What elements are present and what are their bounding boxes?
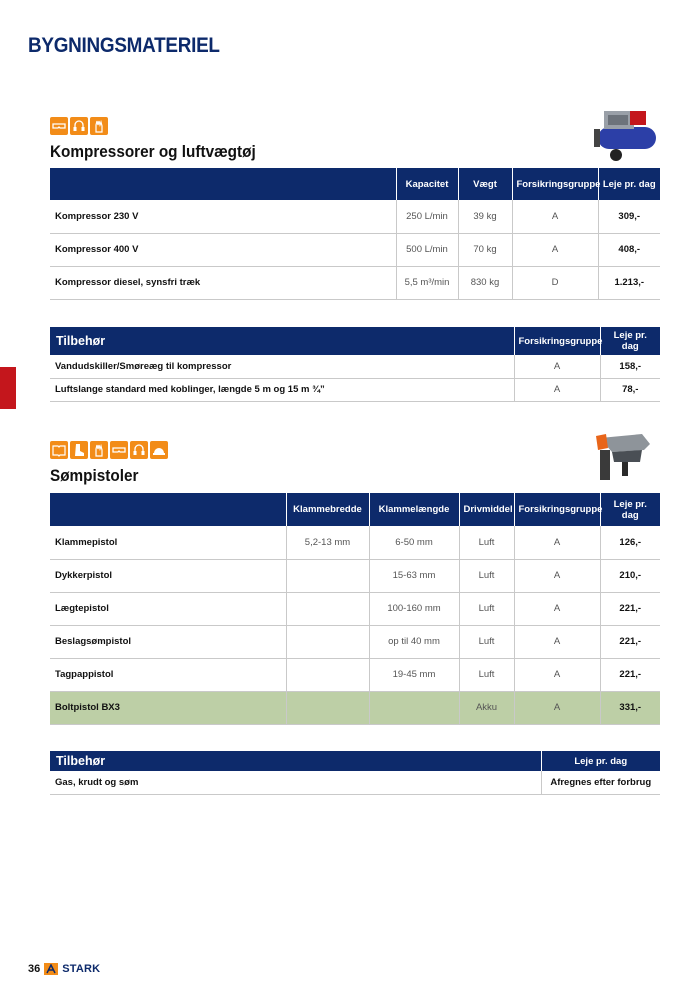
- insurance-group: A: [514, 691, 600, 724]
- price: 309,-: [598, 200, 660, 233]
- table-row: [50, 233, 660, 266]
- product-name: Vandudskiller/Smøreæg til kompressor: [50, 355, 514, 378]
- insurance-group: D: [512, 266, 598, 299]
- product-name: Kompressor diesel, synsfri træk: [50, 266, 396, 299]
- product-name: Tagpappistol: [50, 658, 286, 691]
- table-row: [50, 559, 660, 592]
- stark-logo-icon: [44, 963, 58, 975]
- col-insurance-group: Forsikringsgruppe: [514, 327, 600, 355]
- staple-width: [286, 658, 369, 691]
- goggles-icon: [50, 117, 68, 135]
- nail-gun-image: [592, 428, 656, 486]
- price: 1.213,-: [598, 266, 660, 299]
- capacity: 5,5 m³/min: [396, 266, 458, 299]
- table-row: [50, 266, 660, 299]
- power-source: Luft: [459, 559, 514, 592]
- insurance-group: A: [514, 559, 600, 592]
- table-row: [50, 592, 660, 625]
- col-rent-per-day: Leje pr. dag: [541, 751, 660, 771]
- col-staple-width: Klammebredde: [286, 493, 369, 526]
- power-source: Luft: [459, 625, 514, 658]
- insurance-group: A: [514, 592, 600, 625]
- staple-width: [286, 592, 369, 625]
- price: 221,-: [600, 625, 660, 658]
- staple-width: [286, 625, 369, 658]
- insurance-group: A: [514, 658, 600, 691]
- price: 331,-: [600, 691, 660, 724]
- brand-name: STARK: [62, 963, 101, 975]
- staple-width: [286, 691, 369, 724]
- compressor-safety-icons: [50, 117, 108, 135]
- page-header: BYGNINGSMATERIEL: [28, 34, 220, 57]
- product-name: Kompressor 230 V: [50, 200, 396, 233]
- insurance-group: A: [512, 233, 598, 266]
- price: Afregnes efter forbrug: [541, 771, 660, 794]
- table-row: [50, 378, 660, 401]
- col-insurance-group: Forsikringsgruppe: [514, 493, 600, 526]
- power-source: Akku: [459, 691, 514, 724]
- price: 78,-: [600, 378, 660, 401]
- col-rent-per-day: Leje pr. dag: [600, 327, 660, 355]
- product-name: Boltpistol BX3: [50, 691, 286, 724]
- insurance-group: A: [514, 526, 600, 559]
- col-staple-length: Klammelængde: [369, 493, 459, 526]
- accessories-title: Tilbehør: [50, 327, 514, 355]
- weight: 39 kg: [458, 200, 512, 233]
- ear-protection-icon: [70, 117, 88, 135]
- col-insurance-group: Forsikringsgruppe: [512, 168, 598, 200]
- accessories-title: Tilbehør: [50, 751, 541, 771]
- ear-protection-icon: [130, 441, 148, 459]
- product-name: Gas, krudt og søm: [50, 771, 541, 794]
- insurance-group: A: [514, 355, 600, 378]
- price: 221,-: [600, 592, 660, 625]
- power-source: Luft: [459, 592, 514, 625]
- helmet-icon: [150, 441, 168, 459]
- price: 408,-: [598, 233, 660, 266]
- page-number: 36: [28, 963, 41, 975]
- compressor-accessories-table: [50, 327, 660, 402]
- staple-length: 19-45 mm: [369, 658, 459, 691]
- col-capacity: Kapacitet: [396, 168, 458, 200]
- price: 126,-: [600, 526, 660, 559]
- col-name: [50, 493, 286, 526]
- insurance-group: A: [514, 625, 600, 658]
- staple-width: 5,2-13 mm: [286, 526, 369, 559]
- staple-length: [369, 691, 459, 724]
- table-row: [50, 771, 660, 794]
- page-footer: [28, 963, 100, 975]
- capacity: 250 L/min: [396, 200, 458, 233]
- staple-length: 15-63 mm: [369, 559, 459, 592]
- col-weight: Vægt: [458, 168, 512, 200]
- product-name: Dykkerpistol: [50, 559, 286, 592]
- power-source: Luft: [459, 526, 514, 559]
- goggles-icon: [110, 441, 128, 459]
- safety-boot-icon: [70, 441, 88, 459]
- staple-length: 6-50 mm: [369, 526, 459, 559]
- staple-length: 100-160 mm: [369, 592, 459, 625]
- section-title-compressors: Kompressorer og luftvægtøj: [50, 142, 256, 161]
- col-rent-per-day: Leje pr. dag: [600, 493, 660, 526]
- nailer-table: [50, 493, 660, 725]
- manual-book-icon: [50, 441, 68, 459]
- product-name: Klammepistol: [50, 526, 286, 559]
- table-row: [50, 200, 660, 233]
- insurance-group: A: [512, 200, 598, 233]
- table-row: [50, 526, 660, 559]
- col-rent-per-day: Leje pr. dag: [598, 168, 660, 200]
- compressor-table: [50, 168, 660, 300]
- gloves-icon: [90, 117, 108, 135]
- table-row: [50, 658, 660, 691]
- capacity: 500 L/min: [396, 233, 458, 266]
- power-source: Luft: [459, 658, 514, 691]
- staple-width: [286, 559, 369, 592]
- price: 221,-: [600, 658, 660, 691]
- compressor-image: [590, 107, 660, 163]
- col-power-source: Drivmiddel: [459, 493, 514, 526]
- price: 158,-: [600, 355, 660, 378]
- nailer-accessories-table: [50, 751, 660, 795]
- product-name: Lægtepistol: [50, 592, 286, 625]
- section-tab-marker: [0, 367, 16, 409]
- table-row-highlighted: [50, 691, 660, 724]
- nailer-safety-icons: [50, 441, 168, 459]
- price: 210,-: [600, 559, 660, 592]
- insurance-group: A: [514, 378, 600, 401]
- section-title-nailers: Sømpistoler: [50, 466, 139, 485]
- col-name: [50, 168, 396, 200]
- gloves-icon: [90, 441, 108, 459]
- product-name: Kompressor 400 V: [50, 233, 396, 266]
- weight: 70 kg: [458, 233, 512, 266]
- staple-length: op til 40 mm: [369, 625, 459, 658]
- weight: 830 kg: [458, 266, 512, 299]
- table-row: [50, 625, 660, 658]
- product-name: Luftslange standard med koblinger, længde 5 m og 15 m ¾”: [50, 378, 514, 401]
- table-row: [50, 355, 660, 378]
- product-name: Beslagsømpistol: [50, 625, 286, 658]
